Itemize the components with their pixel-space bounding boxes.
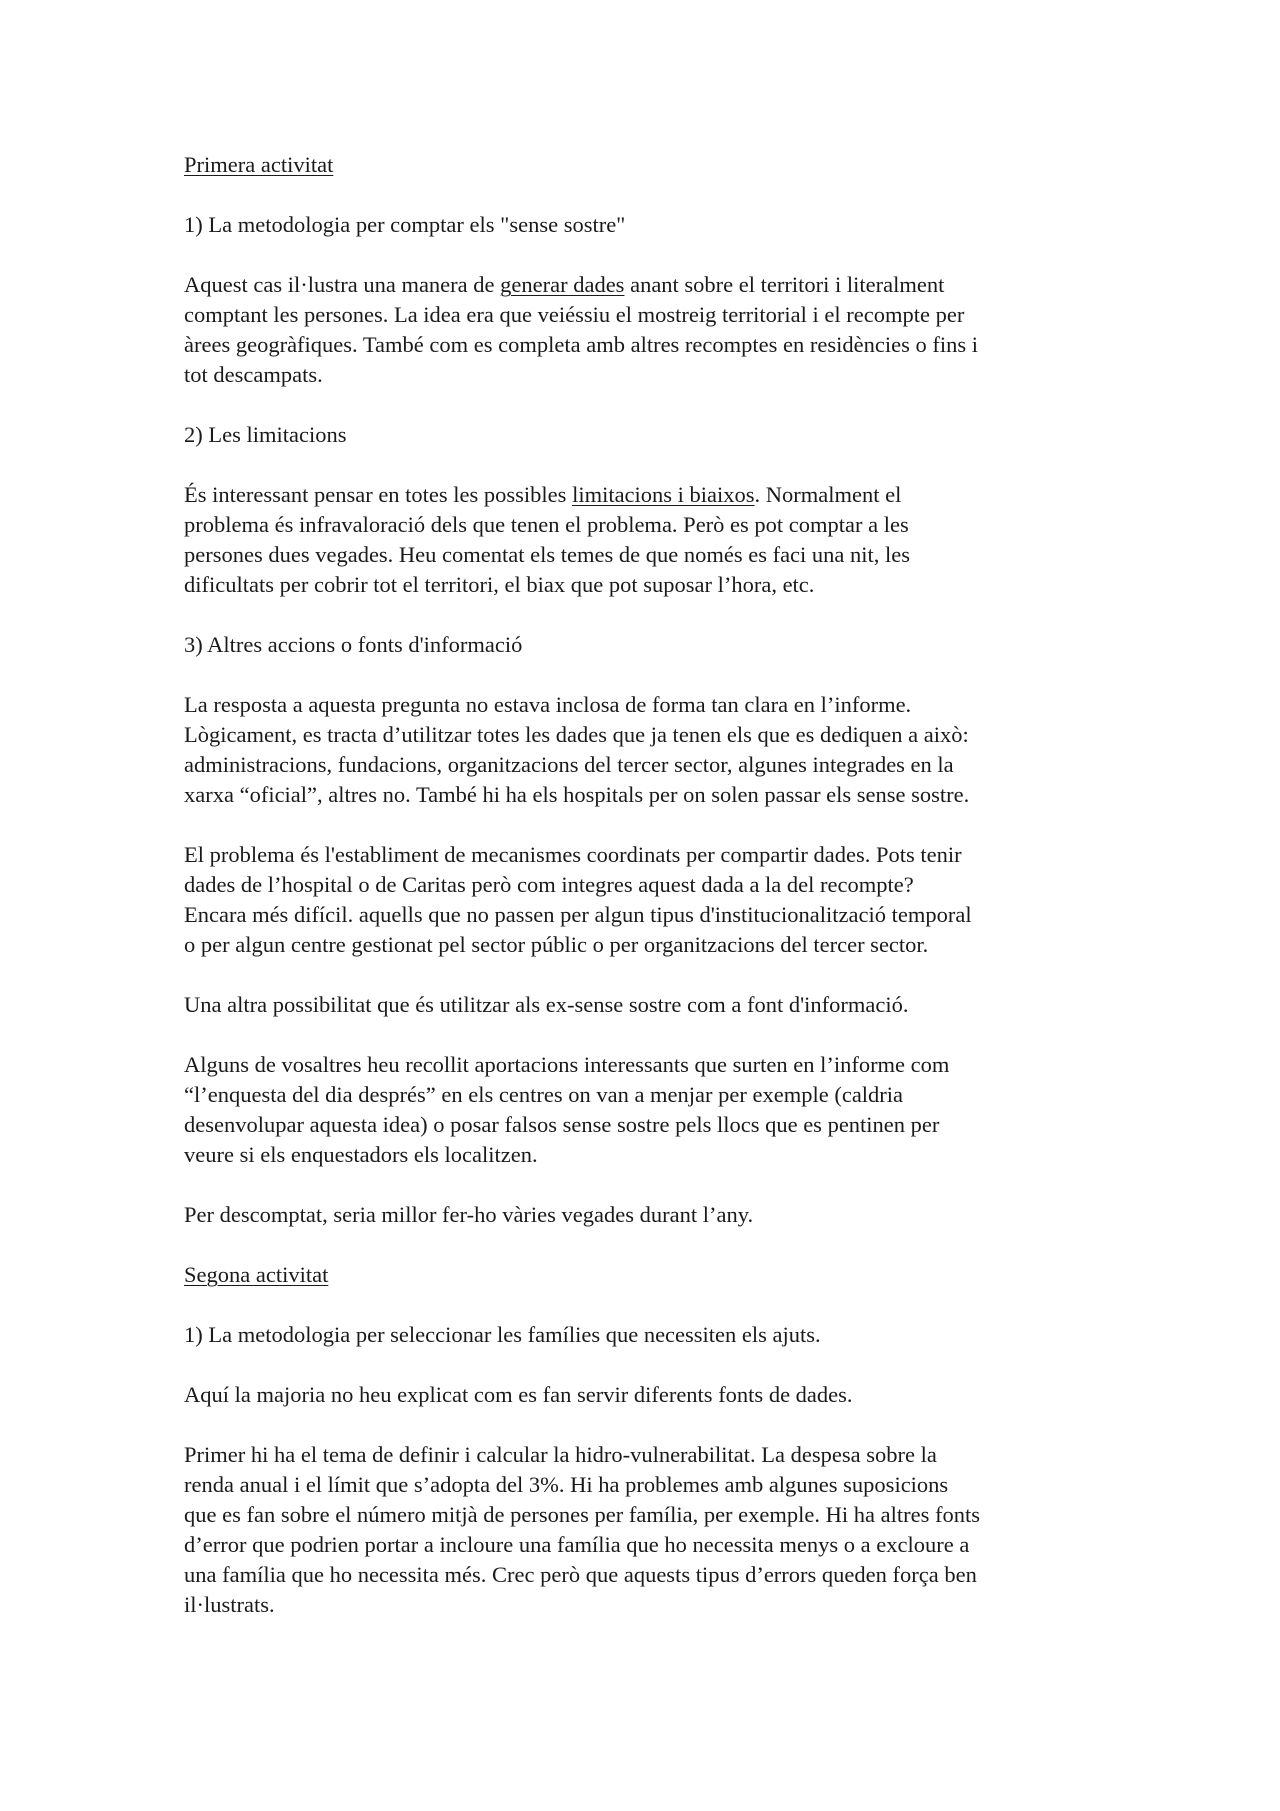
document-page [184, 150, 1104, 1620]
paragraph-line: Aquest cas il·lustra una manera de generar dades anant sobre el territori i literalment [184, 272, 945, 297]
paragraph-line: Lògicament, es tracta d’utilitzar totes les dades que ja tenen els que es dediquen a això: [184, 722, 969, 747]
paragraph-line: o per algun centre gestionat pel sector públic o per organitzacions del tercer sector. [184, 932, 929, 957]
activity-1-heading [184, 150, 1104, 180]
paragraph-line: Encara més difícil. aquells que no passen per algun tipus d'institucionalització temporal [184, 902, 972, 927]
paragraph-line: tot descampats. [184, 362, 323, 387]
paragraph-line: comptant les persones. La idea era que veiéssiu el mostreig territorial i el recompte per [184, 302, 965, 327]
paragraph-line: una família que ho necessita més. Crec però que aquests tipus d’errors queden força ben [184, 1562, 977, 1587]
paragraph-line: veure si els enquestadors els localitzen. [184, 1142, 538, 1167]
paragraph-line: dificultats per cobrir tot el territori, el biax que pot suposar l’hora, etc. [184, 572, 815, 597]
paragraph-line: renda anual i el límit que s’adopta del 3%. Hi ha problemes amb algunes suposicions [184, 1472, 949, 1497]
paragraph-line: Aquí la majoria no heu explicat com es fan servir diferents fonts de dades. [184, 1382, 853, 1407]
paragraph-line: dades de l’hospital o de Caritas però com integres aquest dada a la del recompte? [184, 872, 914, 897]
activity-1-paragraph-3 [184, 690, 1104, 810]
paragraph-line: És interessant pensar en totes les possibles limitacions i biaixos. Normalment el [184, 482, 902, 507]
activity-1-paragraph-7 [184, 1200, 1104, 1230]
paragraph-line: La resposta a aquesta pregunta no estava inclosa de forma tan clara en l’informe. [184, 692, 912, 717]
paragraph-line: que es fan sobre el número mitjà de persones per família, per exemple. Hi ha altres fonts [184, 1502, 980, 1527]
paragraph-line: El problema és l'establiment de mecanismes coordinats per compartir dades. Pots tenir [184, 842, 962, 867]
activity-1-heading-text: Primera activitat [184, 152, 334, 177]
paragraph-line: problema és infravaloració dels que tenen el problema. Però es pot comptar a les [184, 512, 909, 537]
paragraph-line: administracions, fundacions, organitzacions del tercer sector, algunes integrades en la [184, 752, 954, 777]
limitacions-biaixos-emphasis: limitacions i biaixos [572, 482, 755, 507]
activity-2-heading [184, 1260, 1104, 1290]
activity-1-paragraph-5 [184, 990, 1104, 1020]
paragraph-line: Una altra possibilitat que és utilitzar als ex-sense sostre com a font d'informació. [184, 992, 909, 1017]
activity-1-paragraph-4 [184, 840, 1104, 960]
paragraph-line: “l’enquesta del dia després” en els centres on van a menjar per exemple (caldria [184, 1082, 904, 1107]
activity-1-question-1-title: 1) La metodologia per comptar els "sense sostre" [184, 212, 626, 237]
paragraph-line: il·lustrats. [184, 1592, 275, 1617]
activity-1-paragraph-1 [184, 270, 1104, 390]
activity-1-paragraph-6 [184, 1050, 1104, 1170]
activity-1-question-2-title: 2) Les limitacions [184, 422, 347, 447]
activity-2-paragraph-1 [184, 1380, 1104, 1410]
paragraph-line: xarxa “oficial”, altres no. També hi ha els hospitals per on solen passar els sense sostre. [184, 782, 970, 807]
activity-2-heading-text: Segona activitat [184, 1262, 329, 1287]
paragraph-line: Alguns de vosaltres heu recollit aportacions interessants que surten en l’informe com [184, 1052, 950, 1077]
generar-dades-emphasis: generar dades [500, 272, 625, 297]
paragraph-line: Primer hi ha el tema de definir i calcular la hidro-vulnerabilitat. La despesa sobre la [184, 1442, 937, 1467]
paragraph-line: àrees geogràfiques. També com es completa amb altres recomptes en residències o fins i [184, 332, 978, 357]
activity-2-paragraph-2 [184, 1440, 1104, 1620]
paragraph-line: Per descomptat, seria millor fer-ho vàries vegades durant l’any. [184, 1202, 754, 1227]
paragraph-line: desenvolupar aquesta idea) o posar falsos sense sostre pels llocs que es pentinen per [184, 1112, 940, 1137]
activity-1-paragraph-2 [184, 480, 1104, 600]
paragraph-line: persones dues vegades. Heu comentat els temes de que només es faci una nit, les [184, 542, 911, 567]
paragraph-line: d’error que podrien portar a incloure una família que ho necessita menys o a excloure a [184, 1532, 970, 1557]
activity-1-question-3-title: 3) Altres accions o fonts d'informació [184, 632, 523, 657]
activity-2-question-1-title: 1) La metodologia per seleccionar les famílies que necessiten els ajuts. [184, 1322, 821, 1347]
